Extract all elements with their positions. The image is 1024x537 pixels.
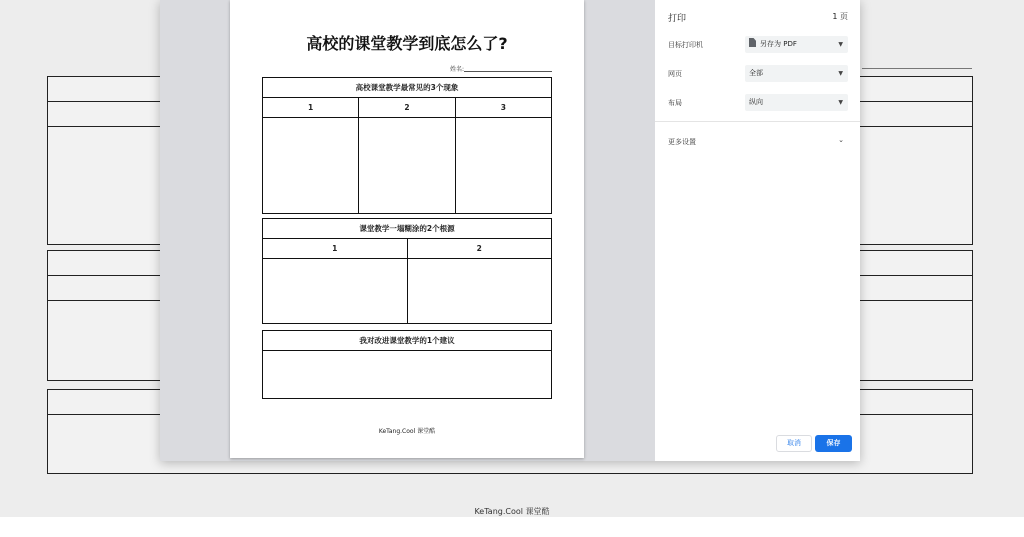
answer-cell xyxy=(263,118,359,213)
print-title: 打印 xyxy=(668,14,687,24)
background-name-line xyxy=(862,68,972,69)
column-header: 2 xyxy=(476,244,482,253)
destination-label: 目标打印机 xyxy=(668,41,703,49)
background-footer: KeTang.Cool 课堂酷 xyxy=(474,507,550,516)
pages-value: 全部 xyxy=(749,69,763,77)
more-settings-toggle[interactable]: 更多设置 xyxy=(668,138,696,146)
chevron-down-icon[interactable]: ⌄ xyxy=(838,136,844,144)
answer-cell xyxy=(408,259,552,323)
column-header: 1 xyxy=(263,98,359,117)
sheet-title: 高校的课堂教学到底怎么了? xyxy=(306,34,508,53)
preview-sheet xyxy=(230,0,584,458)
cancel-button[interactable]: 取消 xyxy=(776,435,812,452)
section-heading: 课堂教学一塌糊涂的2个根源 xyxy=(263,219,551,239)
section-heading: 我对改进课堂教学的1个建议 xyxy=(263,331,551,351)
sheet-footer: KeTang.Cool 课堂酷 xyxy=(378,428,436,435)
column-header: 3 xyxy=(500,103,506,112)
pages-select[interactable] xyxy=(745,65,848,82)
destination-value: 另存为 PDF xyxy=(760,40,797,48)
layout-label: 布局 xyxy=(668,99,682,107)
layout-select[interactable] xyxy=(745,94,848,111)
answer-cell xyxy=(359,118,455,213)
section-suggestion xyxy=(262,330,552,399)
name-label: 姓名: xyxy=(450,66,465,73)
answer-cell xyxy=(263,259,408,323)
chevron-down-icon: ▼ xyxy=(838,41,843,48)
answer-cell xyxy=(456,118,551,213)
section-heading: 高校课堂教学最常见的3个现象 xyxy=(263,78,551,98)
print-preview-pane[interactable] xyxy=(160,0,655,461)
print-settings-pane xyxy=(655,0,860,461)
pages-label: 网页 xyxy=(668,70,682,78)
layout-value: 纵向 xyxy=(749,98,763,106)
column-header: 2 xyxy=(359,98,455,117)
settings-divider xyxy=(655,121,860,122)
chevron-down-icon: ▼ xyxy=(838,70,843,77)
name-line xyxy=(464,71,552,72)
chevron-down-icon: ▼ xyxy=(838,99,843,106)
column-header: 1 xyxy=(263,239,408,258)
save-button[interactable]: 保存 xyxy=(815,435,852,452)
print-dialog xyxy=(160,0,860,461)
page-count: 1 页 xyxy=(832,12,848,21)
destination-select[interactable] xyxy=(745,36,848,53)
section-root-causes xyxy=(262,218,552,324)
section-phenomena xyxy=(262,77,552,214)
document-icon xyxy=(749,38,756,47)
